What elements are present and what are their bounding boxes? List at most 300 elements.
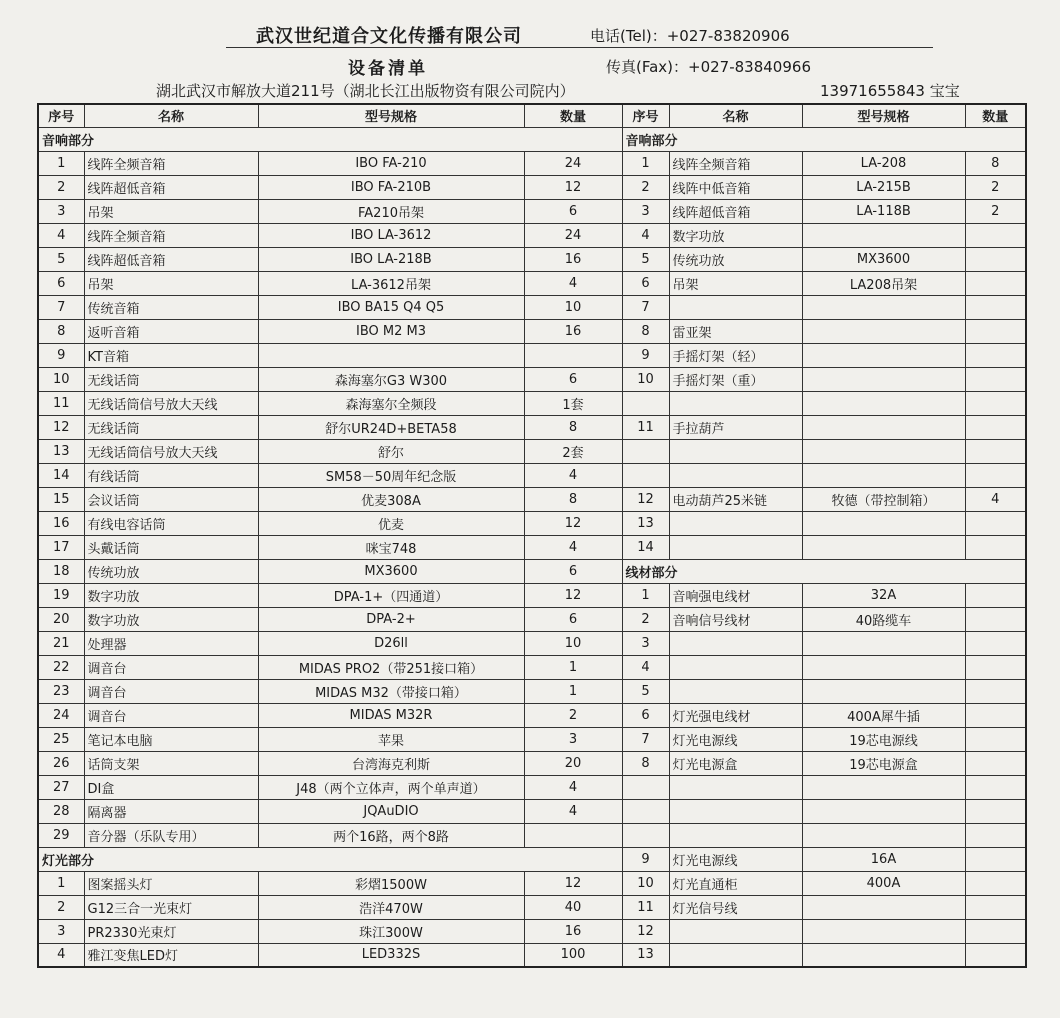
- row-number: 3: [38, 199, 84, 223]
- item-quantity: 4: [524, 271, 622, 295]
- item-quantity: 24: [524, 151, 622, 175]
- item-quantity: [965, 871, 1026, 895]
- row-number: 17: [38, 535, 84, 559]
- company-name: 武汉世纪道合文化传播有限公司: [256, 26, 522, 47]
- row-number: 6: [38, 271, 84, 295]
- row-number: 7: [622, 727, 669, 751]
- item-model: LA-3612吊架: [258, 271, 524, 295]
- item-model: MX3600: [802, 247, 965, 271]
- contact-phone: 13971655843 宝宝: [820, 82, 960, 100]
- item-quantity: [965, 823, 1026, 847]
- item-model: [802, 535, 965, 559]
- row-number: 27: [38, 775, 84, 799]
- row-number: 18: [38, 559, 84, 583]
- item-quantity: 16: [524, 247, 622, 271]
- row-number: 4: [38, 943, 84, 967]
- item-name: [669, 943, 802, 967]
- item-name: 线阵超低音箱: [84, 175, 258, 199]
- row-number: 21: [38, 631, 84, 655]
- item-name: 笔记本电脑: [84, 727, 258, 751]
- row-number: 2: [622, 175, 669, 199]
- item-model: [802, 367, 965, 391]
- table-row: [38, 391, 1026, 415]
- table-row: [38, 487, 1026, 511]
- item-quantity: 12: [524, 175, 622, 199]
- item-model: 两个16路，两个8路: [258, 823, 524, 847]
- item-model: [802, 343, 965, 367]
- item-model: LA208吊架: [802, 271, 965, 295]
- item-name: 无线话筒: [84, 415, 258, 439]
- item-quantity: [965, 319, 1026, 343]
- col-header-name: 名称: [84, 104, 258, 127]
- item-model: MX3600: [258, 559, 524, 583]
- row-number: 4: [38, 223, 84, 247]
- item-name: [669, 679, 802, 703]
- item-quantity: 12: [524, 583, 622, 607]
- row-number: 14: [622, 535, 669, 559]
- item-quantity: 40: [524, 895, 622, 919]
- item-model: MIDAS M32R: [258, 703, 524, 727]
- section-heading: 灯光部分: [38, 847, 622, 871]
- item-model: [802, 319, 965, 343]
- item-name: 数字功放: [84, 607, 258, 631]
- item-model: D26ll: [258, 631, 524, 655]
- table-row: [38, 559, 1026, 583]
- item-name: 线阵超低音箱: [669, 199, 802, 223]
- item-name: 线阵全频音箱: [669, 151, 802, 175]
- row-number: 5: [38, 247, 84, 271]
- row-number: 25: [38, 727, 84, 751]
- item-model: 森海塞尔全频段: [258, 391, 524, 415]
- item-quantity: [965, 607, 1026, 631]
- item-model: [802, 655, 965, 679]
- item-model: 浩洋470W: [258, 895, 524, 919]
- item-model: [802, 463, 965, 487]
- item-name: 无线话筒: [84, 367, 258, 391]
- item-model: IBO FA-210B: [258, 175, 524, 199]
- table-row: [38, 295, 1026, 319]
- item-name: 手拉葫芦: [669, 415, 802, 439]
- item-model: 16A: [802, 847, 965, 871]
- item-quantity: [965, 367, 1026, 391]
- item-model: LA-215B: [802, 175, 965, 199]
- row-number: 3: [38, 919, 84, 943]
- item-name: 电动葫芦25米链: [669, 487, 802, 511]
- item-model: 19芯电源线: [802, 727, 965, 751]
- table-row: [38, 943, 1026, 967]
- row-number: 5: [622, 679, 669, 703]
- item-name: PR2330光束灯: [84, 919, 258, 943]
- item-model: [802, 631, 965, 655]
- item-quantity: [965, 751, 1026, 775]
- row-number: 6: [622, 271, 669, 295]
- table-row: [38, 511, 1026, 535]
- item-quantity: 4: [524, 799, 622, 823]
- item-name: 调音台: [84, 703, 258, 727]
- col-header-qty: 数量: [524, 104, 622, 127]
- row-number: [622, 799, 669, 823]
- row-number: 14: [38, 463, 84, 487]
- table-row: [38, 199, 1026, 223]
- item-name: 话筒支架: [84, 751, 258, 775]
- col-header-model: 型号规格: [258, 104, 524, 127]
- section-heading: 音响部分: [38, 127, 622, 151]
- col-header-qty: 数量: [965, 104, 1026, 127]
- item-name: 传统功放: [669, 247, 802, 271]
- item-name: [669, 463, 802, 487]
- item-model: DPA-2+: [258, 607, 524, 631]
- item-name: 调音台: [84, 679, 258, 703]
- item-name: 返听音箱: [84, 319, 258, 343]
- item-quantity: 2套: [524, 439, 622, 463]
- item-name: DI盒: [84, 775, 258, 799]
- item-quantity: 1: [524, 679, 622, 703]
- item-quantity: [524, 823, 622, 847]
- row-number: 28: [38, 799, 84, 823]
- item-model: [802, 295, 965, 319]
- item-model: 彩熠1500W: [258, 871, 524, 895]
- row-number: 3: [622, 199, 669, 223]
- item-name: [669, 295, 802, 319]
- item-quantity: [965, 799, 1026, 823]
- table-row: [38, 127, 1026, 151]
- item-model: 森海塞尔G3 W300: [258, 367, 524, 391]
- item-quantity: [965, 703, 1026, 727]
- item-model: 400A: [802, 871, 965, 895]
- item-quantity: 100: [524, 943, 622, 967]
- item-quantity: 4: [965, 487, 1026, 511]
- table-row: [38, 415, 1026, 439]
- table-row: [38, 847, 1026, 871]
- item-quantity: 6: [524, 559, 622, 583]
- table-row: [38, 871, 1026, 895]
- item-model: IBO LA-218B: [258, 247, 524, 271]
- item-model: [802, 223, 965, 247]
- item-model: 珠江300W: [258, 919, 524, 943]
- item-model: [802, 775, 965, 799]
- item-model: 40路缆车: [802, 607, 965, 631]
- item-model: [802, 439, 965, 463]
- item-name: [669, 919, 802, 943]
- row-number: 4: [622, 223, 669, 247]
- item-model: [802, 415, 965, 439]
- item-name: [669, 391, 802, 415]
- table-row: [38, 751, 1026, 775]
- item-name: 图案摇头灯: [84, 871, 258, 895]
- item-model: MIDAS PRO2（带251接口箱）: [258, 655, 524, 679]
- item-name: 线阵全频音箱: [84, 223, 258, 247]
- item-model: LA-208: [802, 151, 965, 175]
- item-name: 线阵全频音箱: [84, 151, 258, 175]
- item-model: FA210吊架: [258, 199, 524, 223]
- item-quantity: [965, 679, 1026, 703]
- row-number: 2: [38, 175, 84, 199]
- row-number: 23: [38, 679, 84, 703]
- fax: 传真(Fax)：+027-83840966: [606, 58, 811, 76]
- row-number: 13: [622, 511, 669, 535]
- item-quantity: 6: [524, 367, 622, 391]
- table-row: [38, 223, 1026, 247]
- row-number: 11: [38, 391, 84, 415]
- item-quantity: 16: [524, 919, 622, 943]
- row-number: 8: [38, 319, 84, 343]
- item-model: 优麦308A: [258, 487, 524, 511]
- item-model: J48（两个立体声，两个单声道）: [258, 775, 524, 799]
- table-row: [38, 271, 1026, 295]
- col-header-no: 序号: [38, 104, 84, 127]
- section-heading: 线材部分: [622, 559, 1026, 583]
- row-number: [622, 391, 669, 415]
- item-model: IBO LA-3612: [258, 223, 524, 247]
- row-number: 7: [38, 295, 84, 319]
- row-number: 29: [38, 823, 84, 847]
- item-name: 吊架: [669, 271, 802, 295]
- item-quantity: 2: [965, 175, 1026, 199]
- item-model: [802, 511, 965, 535]
- item-model: [802, 895, 965, 919]
- col-header-name: 名称: [669, 104, 802, 127]
- item-model: [802, 919, 965, 943]
- item-name: [669, 631, 802, 655]
- item-name: 手摇灯架（重）: [669, 367, 802, 391]
- item-name: [669, 775, 802, 799]
- table-row: [38, 367, 1026, 391]
- item-quantity: [965, 511, 1026, 535]
- item-name: [669, 655, 802, 679]
- table-row: [38, 583, 1026, 607]
- item-model: 牧德（带控制箱）: [802, 487, 965, 511]
- item-name: 数字功放: [669, 223, 802, 247]
- item-model: [802, 943, 965, 967]
- row-number: 2: [622, 607, 669, 631]
- item-model: 咪宝748: [258, 535, 524, 559]
- item-name: [669, 799, 802, 823]
- table-row: [38, 775, 1026, 799]
- table-row: [38, 247, 1026, 271]
- item-model: [802, 799, 965, 823]
- row-number: 16: [38, 511, 84, 535]
- item-quantity: 4: [524, 535, 622, 559]
- col-header-model: 型号规格: [802, 104, 965, 127]
- item-quantity: [965, 343, 1026, 367]
- item-quantity: [965, 439, 1026, 463]
- row-number: 7: [622, 295, 669, 319]
- row-number: [622, 823, 669, 847]
- row-number: 9: [622, 847, 669, 871]
- item-quantity: 4: [524, 463, 622, 487]
- item-name: 雷亚架: [669, 319, 802, 343]
- item-quantity: 4: [524, 775, 622, 799]
- item-name: 雅江变焦LED灯: [84, 943, 258, 967]
- item-model: [802, 391, 965, 415]
- table-row: [38, 439, 1026, 463]
- item-model: IBO BA15 Q4 Q5: [258, 295, 524, 319]
- row-number: 24: [38, 703, 84, 727]
- item-quantity: [965, 943, 1026, 967]
- item-model: MIDAS M32（带接口箱）: [258, 679, 524, 703]
- item-quantity: 12: [524, 871, 622, 895]
- item-quantity: 10: [524, 295, 622, 319]
- item-name: [669, 511, 802, 535]
- row-number: 1: [38, 151, 84, 175]
- item-quantity: [965, 727, 1026, 751]
- item-name: 灯光信号线: [669, 895, 802, 919]
- item-model: LED332S: [258, 943, 524, 967]
- item-quantity: [965, 631, 1026, 655]
- item-name: 手摇灯架（轻）: [669, 343, 802, 367]
- row-number: 3: [622, 631, 669, 655]
- item-quantity: [965, 535, 1026, 559]
- item-model: SM58－50周年纪念版: [258, 463, 524, 487]
- row-number: 13: [622, 943, 669, 967]
- item-model: 32A: [802, 583, 965, 607]
- row-number: 2: [38, 895, 84, 919]
- item-name: 处理器: [84, 631, 258, 655]
- item-model: LA-118B: [802, 199, 965, 223]
- item-name: 吊架: [84, 271, 258, 295]
- row-number: 9: [622, 343, 669, 367]
- row-number: 26: [38, 751, 84, 775]
- header-row: [38, 104, 1026, 127]
- row-number: 12: [622, 919, 669, 943]
- item-model: [802, 679, 965, 703]
- row-number: 19: [38, 583, 84, 607]
- item-model: 苹果: [258, 727, 524, 751]
- item-quantity: 2: [965, 199, 1026, 223]
- table-row: [38, 319, 1026, 343]
- row-number: 22: [38, 655, 84, 679]
- title-underline: [226, 47, 933, 48]
- item-name: 灯光直通柜: [669, 871, 802, 895]
- address: 湖北武汉市解放大道211号（湖北长江出版物资有限公司院内）: [156, 82, 575, 100]
- row-number: 8: [622, 319, 669, 343]
- item-model: [802, 823, 965, 847]
- equipment-table: [37, 103, 1027, 968]
- item-name: 灯光电源盒: [669, 751, 802, 775]
- row-number: 11: [622, 415, 669, 439]
- item-name: G12三合一光束灯: [84, 895, 258, 919]
- item-quantity: 8: [524, 415, 622, 439]
- item-name: [669, 439, 802, 463]
- item-name: 头戴话筒: [84, 535, 258, 559]
- document-title: 设备清单: [348, 59, 428, 79]
- row-number: [622, 439, 669, 463]
- item-name: 灯光电源线: [669, 727, 802, 751]
- item-quantity: 16: [524, 319, 622, 343]
- item-name: 会议话筒: [84, 487, 258, 511]
- row-number: 12: [622, 487, 669, 511]
- item-quantity: 2: [524, 703, 622, 727]
- item-name: 灯光强电线材: [669, 703, 802, 727]
- item-name: 无线话筒信号放大天线: [84, 391, 258, 415]
- row-number: 10: [622, 871, 669, 895]
- table-row: [38, 655, 1026, 679]
- row-number: 9: [38, 343, 84, 367]
- row-number: 20: [38, 607, 84, 631]
- item-quantity: [965, 463, 1026, 487]
- item-quantity: [965, 223, 1026, 247]
- row-number: [622, 463, 669, 487]
- item-quantity: [965, 919, 1026, 943]
- row-number: 8: [622, 751, 669, 775]
- table-row: [38, 727, 1026, 751]
- row-number: 12: [38, 415, 84, 439]
- col-header-no: 序号: [622, 104, 669, 127]
- item-model: 19芯电源盒: [802, 751, 965, 775]
- table-row: [38, 703, 1026, 727]
- item-quantity: [965, 775, 1026, 799]
- table-row: [38, 175, 1026, 199]
- item-model: 台湾海克利斯: [258, 751, 524, 775]
- item-name: 线阵超低音箱: [84, 247, 258, 271]
- item-quantity: 12: [524, 511, 622, 535]
- row-number: 1: [38, 871, 84, 895]
- table-row: [38, 919, 1026, 943]
- section-heading: 音响部分: [622, 127, 1026, 151]
- table-body: [38, 127, 1026, 967]
- row-number: 11: [622, 895, 669, 919]
- item-name: 传统功放: [84, 559, 258, 583]
- table-row: [38, 607, 1026, 631]
- table-row: [38, 343, 1026, 367]
- item-quantity: 6: [524, 607, 622, 631]
- table-row: [38, 151, 1026, 175]
- item-name: KT音箱: [84, 343, 258, 367]
- item-quantity: [965, 271, 1026, 295]
- item-quantity: 3: [524, 727, 622, 751]
- item-name: 音分器（乐队专用）: [84, 823, 258, 847]
- item-quantity: 6: [524, 199, 622, 223]
- item-model: JQAuDIO: [258, 799, 524, 823]
- item-name: 传统音箱: [84, 295, 258, 319]
- item-quantity: [965, 847, 1026, 871]
- item-quantity: [965, 583, 1026, 607]
- row-number: 4: [622, 655, 669, 679]
- row-number: 6: [622, 703, 669, 727]
- item-name: 无线话筒信号放大天线: [84, 439, 258, 463]
- item-name: 线阵中低音箱: [669, 175, 802, 199]
- item-quantity: 20: [524, 751, 622, 775]
- table-row: [38, 679, 1026, 703]
- item-name: 音响强电线材: [669, 583, 802, 607]
- row-number: 1: [622, 583, 669, 607]
- item-quantity: 10: [524, 631, 622, 655]
- row-number: 10: [622, 367, 669, 391]
- row-number: 10: [38, 367, 84, 391]
- item-name: [669, 823, 802, 847]
- item-name: 音响信号线材: [669, 607, 802, 631]
- item-model: DPA-1+（四通道）: [258, 583, 524, 607]
- item-quantity: [965, 247, 1026, 271]
- row-number: 15: [38, 487, 84, 511]
- item-quantity: 24: [524, 223, 622, 247]
- row-number: 13: [38, 439, 84, 463]
- item-name: 调音台: [84, 655, 258, 679]
- table-row: [38, 895, 1026, 919]
- item-model: 舒尔: [258, 439, 524, 463]
- item-name: 有线电容话筒: [84, 511, 258, 535]
- item-name: 隔离器: [84, 799, 258, 823]
- item-model: IBO M2 M3: [258, 319, 524, 343]
- item-quantity: [965, 415, 1026, 439]
- item-model: 舒尔UR24D+BETA58: [258, 415, 524, 439]
- item-name: 有线话筒: [84, 463, 258, 487]
- table-row: [38, 799, 1026, 823]
- item-quantity: [965, 895, 1026, 919]
- item-quantity: 1套: [524, 391, 622, 415]
- item-quantity: [965, 295, 1026, 319]
- item-model: 400A犀牛插: [802, 703, 965, 727]
